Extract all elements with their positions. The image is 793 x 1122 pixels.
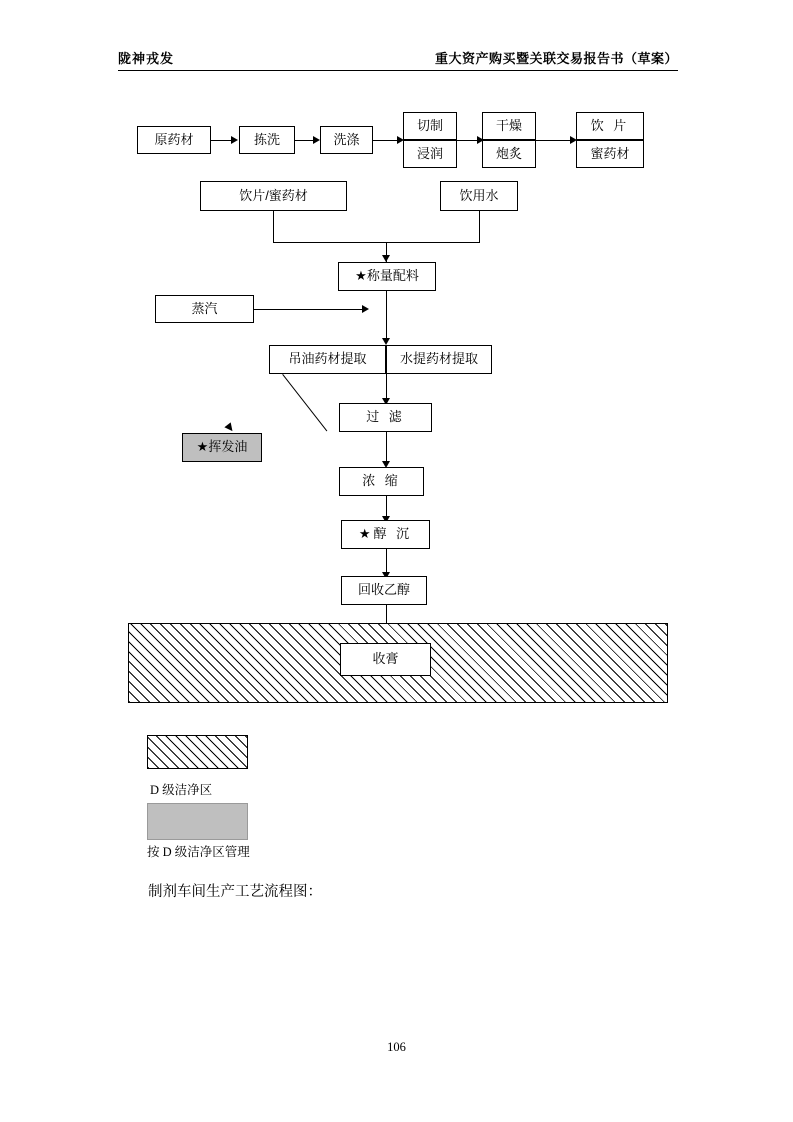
header-left-title: 陇神戎发 [118, 51, 175, 66]
connector-raw-to-sorting [211, 140, 233, 141]
node-piece-or-honey: 饮片/蜜药材 [200, 181, 347, 211]
node-soaking: 浸润 [403, 140, 457, 168]
legend-hatched-label: D 级洁净区 [150, 783, 213, 797]
section-caption: 制剂车间生产工艺流程图： [148, 884, 322, 900]
node-ethanol-recovery: 回收乙醇 [341, 576, 427, 605]
arrowhead-merge-to-weighing [382, 255, 390, 262]
arrowhead-weighing-to-extraction [382, 338, 390, 345]
connector-water-down [479, 211, 480, 242]
connector-drying-to-piece [536, 140, 572, 141]
node-concentration: 浓 缩 [339, 467, 424, 496]
connector-steam-to-extraction [254, 309, 364, 310]
connector-cutting-to-drying [457, 140, 479, 141]
arrowhead-raw-to-sorting [231, 136, 238, 144]
node-drying: 干燥 [482, 112, 536, 140]
connector-oil-to-volatile [282, 374, 327, 431]
connector-washing-to-cutting [373, 140, 399, 141]
node-oil-extraction: 吊油药材提取 [269, 345, 386, 374]
connector-merge-horizontal [273, 242, 480, 243]
node-weighing: ★称量配料 [338, 262, 436, 291]
arrowhead-oil-to-volatile [224, 422, 235, 433]
arrowhead-sorting-to-washing [313, 136, 320, 144]
node-steam: 蒸汽 [155, 295, 254, 323]
header-right-title: 重大资产购买暨关联交易报告书（草案） [434, 51, 678, 66]
node-filtration: 过 滤 [339, 403, 432, 432]
node-sorting-wash: 拣洗 [239, 126, 295, 154]
node-washing: 洗涤 [320, 126, 373, 154]
connector-weighing-to-extraction [386, 291, 387, 339]
node-volatile-oil: ★挥发油 [182, 433, 262, 462]
node-raw-material: 原药材 [137, 126, 211, 154]
legend-gray-swatch [147, 803, 248, 840]
node-decoction-piece: 饮 片 [576, 112, 644, 140]
connector-piece-down [273, 211, 274, 242]
node-drinking-water: 饮用水 [440, 181, 518, 211]
node-alcohol-precipitation: ★醇 沉 [341, 520, 430, 549]
legend-hatched-swatch [147, 735, 248, 769]
node-processing: 炮炙 [482, 140, 536, 168]
arrowhead-steam-to-extraction [362, 305, 369, 313]
legend-gray-label: 按 D 级洁净区管理 [147, 845, 250, 859]
node-cutting: 切制 [403, 112, 457, 140]
node-extract-collection: 收膏 [340, 643, 431, 676]
node-water-extraction: 水提药材提取 [386, 345, 492, 374]
node-honey-material: 蜜药材 [576, 140, 644, 168]
connector-sorting-to-washing [295, 140, 315, 141]
page-number: 106 [387, 1040, 406, 1054]
